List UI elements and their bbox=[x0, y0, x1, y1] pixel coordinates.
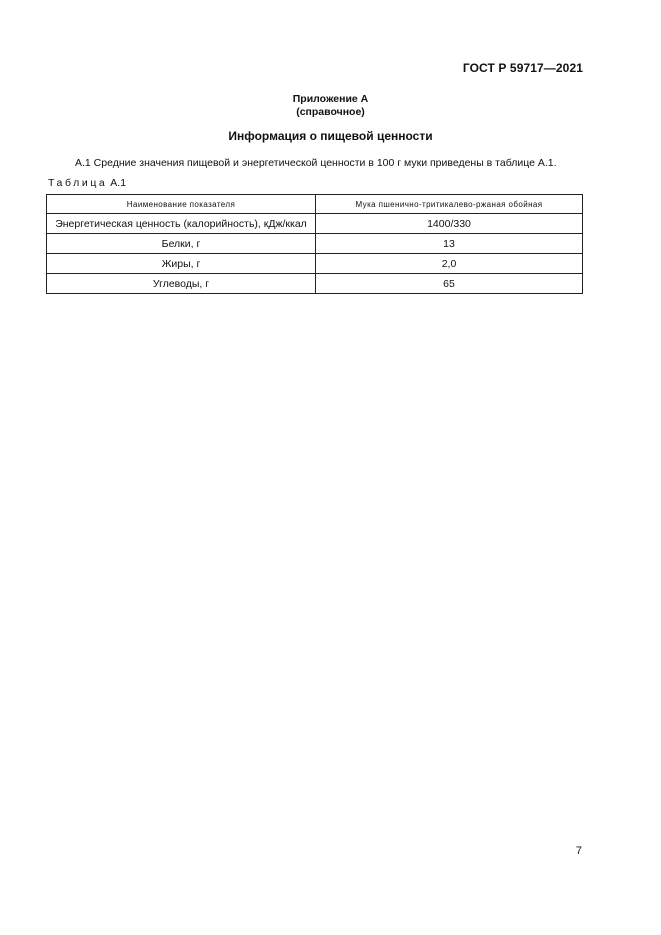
table-cell-indicator: Углеводы, г bbox=[47, 274, 316, 294]
nutrition-table bbox=[46, 194, 583, 294]
table-cell-value: 2,0 bbox=[316, 254, 583, 274]
table-cell-value: 13 bbox=[316, 234, 583, 254]
table-row bbox=[47, 234, 583, 254]
table-header-cell: Мука пшенично-тритикалево-ржаная обойная bbox=[316, 195, 583, 214]
document-code: ГОСТ Р 59717—2021 bbox=[462, 61, 583, 75]
table-caption-number: А.1 bbox=[110, 177, 127, 189]
table-row bbox=[47, 254, 583, 274]
annex-subtitle: (справочное) bbox=[296, 106, 365, 118]
table-row bbox=[47, 274, 583, 294]
table-cell-indicator: Белки, г bbox=[47, 234, 316, 254]
page-number: 7 bbox=[575, 845, 582, 857]
table-row bbox=[47, 214, 583, 234]
table-caption-word: Таблица bbox=[48, 177, 108, 189]
annex-heading bbox=[0, 93, 661, 119]
table-cell-value: 1400/330 bbox=[316, 214, 583, 234]
table-cell-indicator: Жиры, г bbox=[47, 254, 316, 274]
table-header-cell: Наименование показателя bbox=[47, 195, 316, 214]
section-title: Информация о пищевой ценности bbox=[228, 129, 433, 143]
annex-title: Приложение А bbox=[292, 93, 369, 105]
table-cell-indicator: Энергетическая ценность (калорийность), кДж/ккал bbox=[47, 214, 316, 234]
table-cell-value: 65 bbox=[316, 274, 583, 294]
table-caption bbox=[48, 177, 126, 189]
body-paragraph: А.1 Средние значения пищевой и энергетической ценности в 100 г муки приведены в таблице А.1. bbox=[75, 157, 557, 169]
table-header-row bbox=[47, 195, 583, 214]
